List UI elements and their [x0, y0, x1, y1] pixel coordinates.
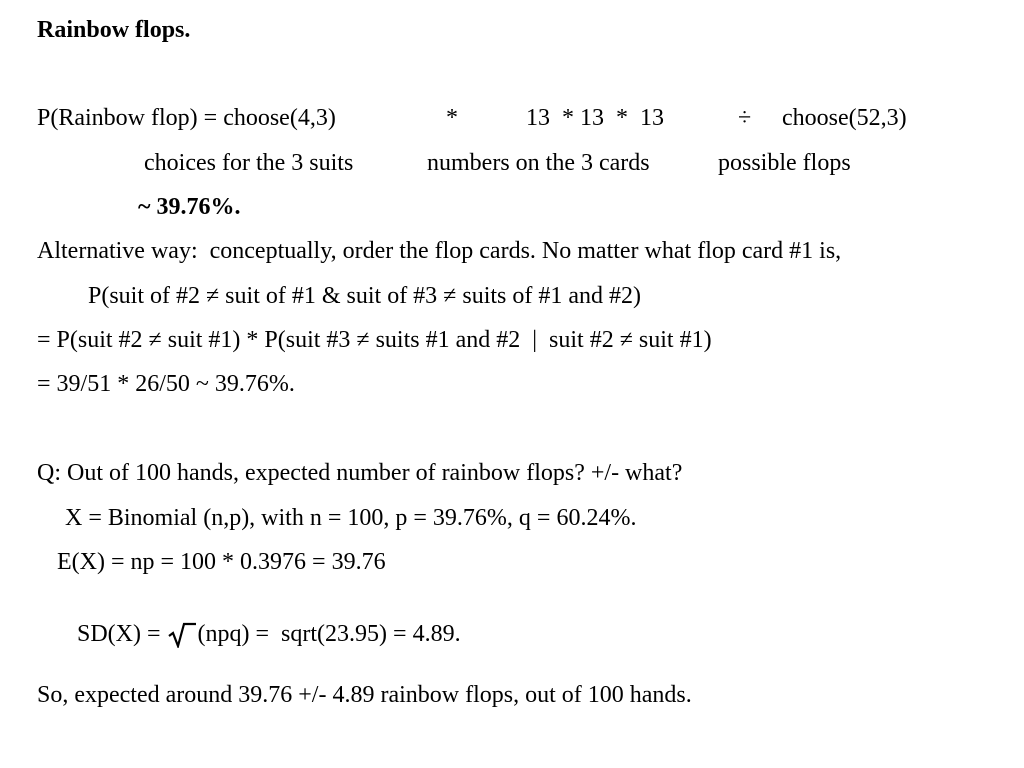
- page-title: Rainbow flops.: [37, 17, 191, 43]
- alternative-line-2: = P(suit #2 ≠ suit #1) * P(suit #3 ≠ suits #1 and #2 | suit #2 ≠ suit #1): [37, 327, 712, 353]
- label-card-numbers: numbers on the 3 cards: [427, 150, 650, 176]
- formula-lhs: P(Rainbow flop) = choose(4,3): [37, 105, 336, 131]
- alternative-line-1: P(suit of #2 ≠ suit of #1 & suit of #3 ≠ suits of #1 and #2): [88, 283, 642, 309]
- expectation-line: E(X) = np = 100 * 0.3976 = 39.76: [57, 549, 386, 575]
- square-root-icon: [167, 620, 197, 648]
- sd-prefix: SD(X) =: [77, 621, 167, 647]
- formula-divide: ÷: [738, 105, 752, 131]
- sd-suffix: (npq) = sqrt(23.95) = 4.89.: [197, 621, 461, 647]
- binomial-definition: X = Binomial (n,p), with n = 100, p = 39.76%, q = 60.24%.: [65, 505, 637, 531]
- alternative-line-3: = 39/51 * 26/50 ~ 39.76%.: [37, 371, 295, 397]
- formula-result: ~ 39.76%.: [138, 194, 241, 220]
- formula-numbers: 13 * 13 * 13: [526, 105, 664, 131]
- formula-times: *: [446, 105, 458, 131]
- sd-line: [65, 592, 461, 648]
- alternative-intro: Alternative way: conceptually, order the flop cards. No matter what flop card #1 is,: [37, 238, 842, 264]
- label-suit-choices: choices for the 3 suits: [144, 150, 354, 176]
- conclusion: So, expected around 39.76 +/- 4.89 rainbow flops, out of 100 hands.: [37, 682, 692, 708]
- label-possible-flops: possible flops: [718, 150, 851, 176]
- formula-denominator: choose(52,3): [782, 105, 907, 131]
- question-text: Q: Out of 100 hands, expected number of rainbow flops? +/- what?: [37, 460, 683, 486]
